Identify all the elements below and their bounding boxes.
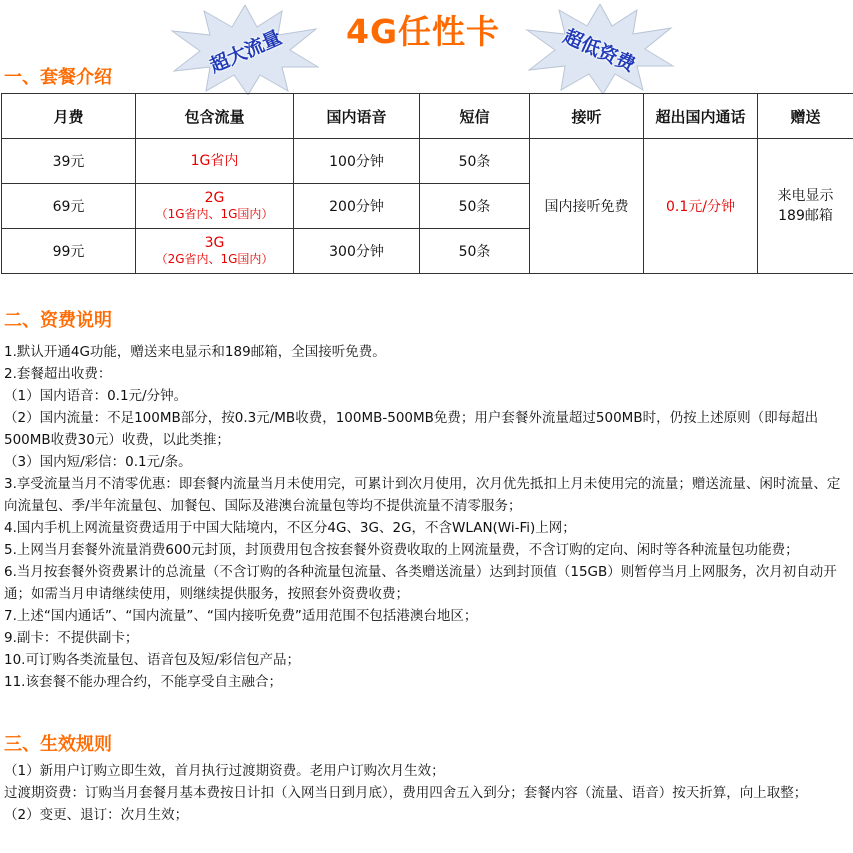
cell-data [136, 139, 294, 184]
cell-sms: 50条 [420, 139, 530, 184]
badge-left-text: 超大流量 [206, 25, 285, 77]
fee-item: 5.上网当月套餐外流量消费600元封顶，封顶费用包含按套餐外资费收取的上网流量费，不含订购的定向、闲时等各种流量包功能费； [4, 542, 799, 558]
badge-low-fee [525, 4, 675, 94]
cell-fee: 69元 [2, 184, 136, 229]
header-sms: 短信 [420, 94, 530, 139]
fee-description [4, 341, 849, 693]
header-data: 包含流量 [136, 94, 294, 139]
header-answer: 接听 [530, 94, 644, 139]
fee-item: 7.上述“国内通话”、“国内流量”、“国内接听免费”适用范围不包括港澳台地区； [4, 608, 478, 624]
cell-voice: 100分钟 [294, 139, 420, 184]
cell-data-sub: （1G省内、1G国内） [155, 207, 274, 221]
table-row [2, 139, 853, 184]
fee-item: （1）国内语音：0.1元/分钟。 [4, 388, 188, 404]
cell-fee: 99元 [2, 229, 136, 274]
cell-gift [758, 139, 853, 274]
rule-item: 过渡期资费：订购当月套餐月基本费按日计扣（入网当日到月底），费用四舍五入到分；套餐内容（流量、语音）按天折算，向上取整； [4, 785, 808, 801]
fee-item: 6.当月按套餐外资费累计的总流量（不含订购的各种流量包流量、各类赠送流量）达到封顶值（15GB）则暂停当月上网服务，次月初自动开通；如需当月申请继续使用，则继续提供服务，按照套外资费收费； [4, 564, 837, 602]
rules-description [4, 760, 849, 826]
header-gift: 赠送 [758, 94, 853, 139]
cell-sms: 50条 [420, 184, 530, 229]
cell-data [136, 184, 294, 229]
plan-table [1, 93, 853, 274]
cell-data-main: 3G [204, 235, 225, 251]
section-heading-rules: 三、生效规则 [4, 734, 112, 755]
cell-fee: 39元 [2, 139, 136, 184]
fee-item: 10.可订购各类流量包、语音包及短/彩信包产品； [4, 652, 301, 668]
table-header-row [2, 94, 853, 139]
gift-line-1: 来电显示 [777, 188, 834, 204]
fee-item: 2.套餐超出收费： [4, 366, 112, 382]
fee-item: 9.副卡：不提供副卡； [4, 630, 139, 646]
fee-item: 3.享受流量当月不清零优惠：即套餐内流量当月未使用完，可累计到次月使用，次月优先抵扣上月未使用完的流量；赠送流量、闲时流量、定向流量包、季/半年流量包、加餐包、国际及港澳台流量包等均不提供流量不清零服务； [4, 476, 841, 514]
section-heading-fees: 二、资费说明 [4, 310, 112, 331]
cell-data [136, 229, 294, 274]
fee-item: 4.国内手机上网流量资费适用于中国大陆境内，不区分4G、3G、2G，不含WLAN(Wi-Fi)上网； [4, 520, 576, 536]
page-title: 4G任性卡 [346, 12, 501, 51]
header-overage: 超出国内通话 [644, 94, 758, 139]
badge-right-text: 超低资费 [560, 24, 639, 76]
header-fee: 月费 [2, 94, 136, 139]
fee-item: （2）国内流量：不足100MB部分，按0.3元/MB收费，100MB-500MB免费；用户套餐外流量超过500MB时，仍按上述原则（即每超出500MB收费30元）收费，以此类推； [4, 410, 819, 448]
cell-overage: 0.1元/分钟 [644, 139, 758, 274]
header-voice: 国内语音 [294, 94, 420, 139]
fee-item: 1.默认开通4G功能，赠送来电显示和189邮箱，全国接听免费。 [4, 344, 386, 360]
cell-data-main: 2G [204, 190, 225, 206]
rule-item: （2）变更、退订：次月生效； [4, 807, 189, 823]
badge-super-data [170, 5, 320, 95]
section-heading-intro: 一、套餐介绍 [4, 67, 112, 88]
cell-data-main: 1G省内 [190, 152, 239, 169]
rule-item: （1）新用户订购立即生效，首月执行过渡期资费。老用户订购次月生效； [4, 763, 445, 779]
cell-answer: 国内接听免费 [530, 139, 644, 274]
gift-line-2: 189邮箱 [778, 208, 833, 224]
cell-voice: 300分钟 [294, 229, 420, 274]
fee-item: （3）国内短/彩信：0.1元/条。 [4, 454, 192, 470]
fee-item: 11.该套餐不能办理合约，不能享受自主融合； [4, 674, 282, 690]
cell-sms: 50条 [420, 229, 530, 274]
cell-data-sub: （2G省内、1G国内） [155, 252, 274, 266]
cell-voice: 200分钟 [294, 184, 420, 229]
